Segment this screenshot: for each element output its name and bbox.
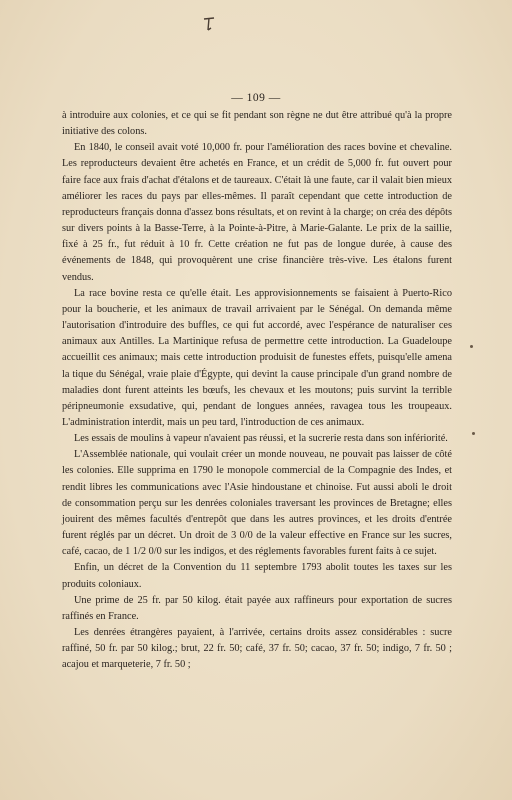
paragraph-6: Enfin, un décret de la Convention du 11 septembre 1793 abolit toutes les taxes sur les produits coloniaux. (62, 562, 452, 590)
paragraph-2: En 1840, le conseil avait voté 10,000 fr. pour l'amélioration des races bovine et chevaline. Les reproducteurs devaient être achetés en France, et un crédit de 5,000 fr. fut ouvert pour faire face aux frais d'achat d'étalons et de taureaux. C'était là une faute, car il valait bien mieux améliorer les races du pays par elles-mêmes. Il paraît cependant que cette introduction de reproducteurs français donna d'assez bons résultats, et on revint à la charge; on créa des dépôts sur divers points à la Basse-Terre, à la Pointe-à-Pitre, à Marie-Galante. Le prix de la saillie, fixé à 25 fr., fut réduit à 10 fr. Cette création ne fut pas de longue durée, à cause des événements de 1848, qui provoquèrent une crise financière très-vive. Les étalons furent vendus. (62, 142, 452, 283)
ink-speck (472, 432, 475, 435)
paragraph-8: Les denrées étrangères payaient, à l'arrivée, certains droits assez considérables : sucre raffiné, 50 fr. par 50 kilog.; brut, 22 fr. 50; café, 37 fr. 50; cacao, 37 fr. 50; indigo, 7 fr. 50 ; acajou et marqueterie, 7 fr. 50 ; (62, 627, 452, 671)
ink-speck (470, 345, 473, 348)
paragraph-5: L'Assemblée nationale, qui voulait créer un monde nouveau, ne pouvait pas laisser de côté les colonies. Elle supprima en 1790 le monopole commercial de la Compagnie des Indes, et rendit libres les communications avec l'Asie hindoustane et chinoise. Fut aussi aboli le droit de consommation perçu sur les denrées coloniales traversant les provinces de Bretagne; elles jouirent des mêmes facultés d'entrepôt que dans les autres provinces, et les droits d'entrée furent réglés par un décret. Un droit de 3 0/0 de la valeur effective en France sur les sucres, café, cacao, de 1 1/2 0/0 sur les indigos, et des réglements favorables furent faits à ce sujet. (62, 449, 452, 558)
paragraph-4: Les essais de moulins à vapeur n'avaient pas réussi, et la sucrerie resta dans son infériorité. (74, 433, 448, 445)
paragraph-1: à introduire aux colonies, et ce qui se fit pendant son règne ne dut être attribué qu'à la propre initiative des colons. (62, 110, 452, 138)
ink-mark-icon (200, 16, 218, 40)
page-number: — 109 — (231, 92, 281, 104)
paragraph-7: Une prime de 25 fr. par 50 kilog. était payée aux raffineurs pour exportation de sucres raffinés en France. (62, 594, 452, 622)
paragraph-3: La race bovine resta ce qu'elle était. Les approvisionnements se faisaient à Puerto-Rico pour la boucherie, et les animaux de travail arrivaient par le Sénégal. On demanda même l'autorisation d'introduire des buffles, ce qui fut accordé, avec l'espérance de naturaliser ces animaux aux Antilles. La Martinique refusa de permettre cette introduction. La Guadeloupe accueillit ces animaux; mais cette introduction produisit de funestes effets, puisqu'elle amena la tique du Sénégal, vraie plaie d'Égypte, qui devint la cause principale d'un grand nombre de maladies dont furent atteints les bœufs, les chevaux et les moutons; puis survint la terrible péripneumonie exsudative, qui, pendant de longues années, ravagea tous les troupeaux. L'administration interdit, mais un peu tard, l'introduction de ces animaux. (62, 287, 452, 428)
body-text (62, 108, 452, 673)
